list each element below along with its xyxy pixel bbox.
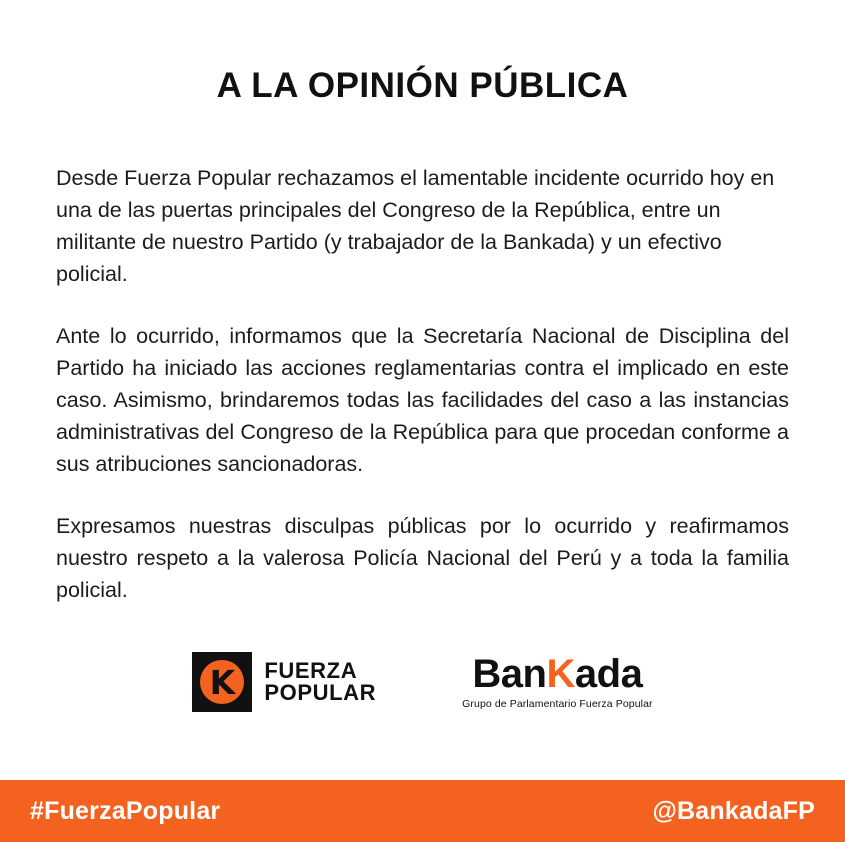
bankada-subtitle: Grupo de Parlamentario Fuerza Popular [462, 698, 653, 711]
footer-bar [0, 780, 845, 842]
bankada-word-part2: ada [574, 652, 643, 697]
page-title: A LA OPINIÓN PÚBLICA [216, 66, 629, 105]
fuerza-popular-line1: FUERZA [264, 657, 358, 683]
bankada-word-part1: Ban [472, 652, 547, 697]
footer-handle: @BankadaFP [652, 796, 815, 825]
paragraph-2: Ante lo ocurrido, informamos que la Secretaría Nacional de Disciplina del Partido ha iniciado las acciones reglamentarias contra el implicado en este caso. Asimismo, brindaremos todas las facilidades del caso a las instancias administrativas del Congreso de la República para que procedan conforme a sus atribuciones sancionadoras. [56, 324, 789, 476]
statement-body [56, 162, 789, 606]
bankada-logo [462, 654, 652, 710]
fuerza-popular-wordmark [264, 657, 377, 705]
paragraph-3: Expresamos nuestras disculpas públicas por lo ocurrido y reafirmamos nuestro respeto a la valerosa Policía Nacional del Perú y a toda la familia policial. [56, 514, 789, 602]
fuerza-popular-letter: K [209, 662, 236, 702]
fuerza-popular-mark-icon [192, 652, 252, 712]
logo-row [56, 652, 789, 712]
fuerza-popular-line2: POPULAR [264, 680, 377, 705]
fuerza-popular-circle-icon [200, 660, 244, 704]
bankada-word-highlight: K [546, 652, 575, 697]
footer-hashtag: #FuerzaPopular [30, 796, 221, 825]
fuerza-popular-logo [192, 652, 376, 712]
bankada-wordmark [462, 652, 652, 697]
paragraph-1: Desde Fuerza Popular rechazamos el lamentable incidente ocurrido hoy en una de las puertas principales del Congreso de la República, entre un militante de nuestro Partido (y trabajador de la Bankada) y un efectivo policial. [56, 166, 775, 286]
